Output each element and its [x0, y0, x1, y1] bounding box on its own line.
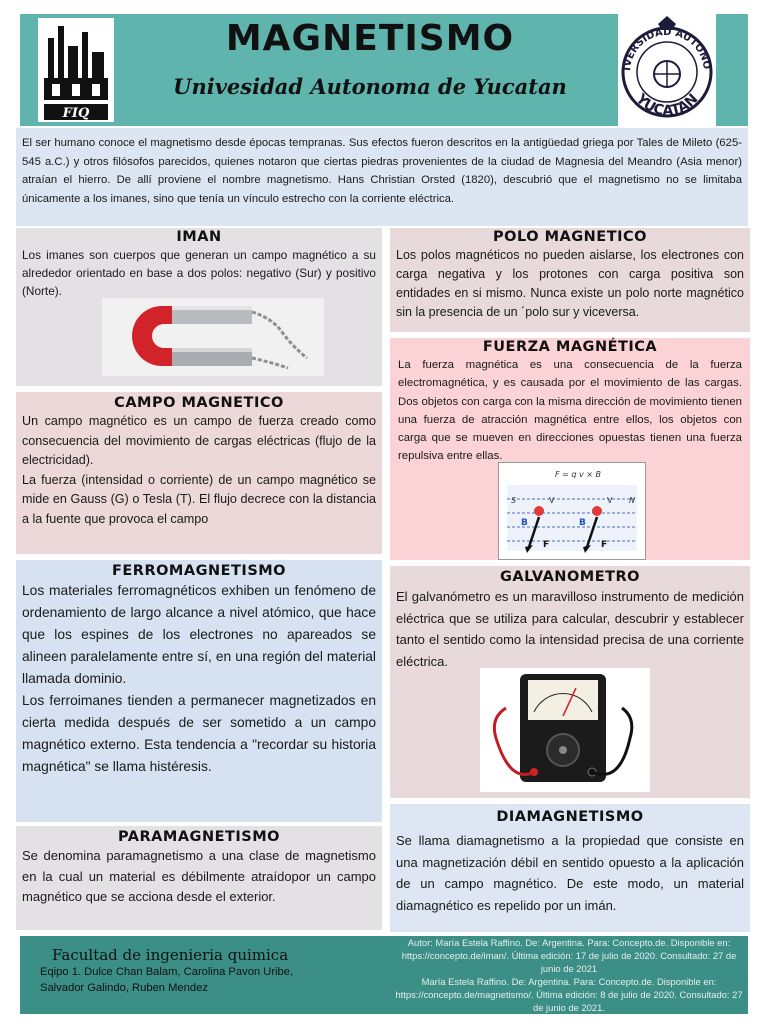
- fiq-logo-text: FIQ: [62, 106, 90, 121]
- faculty-name: Facultad de ingenieria quimica: [52, 946, 289, 964]
- section-ferro: [16, 560, 382, 822]
- velocity-label-left: V: [549, 496, 555, 505]
- section-dia: [390, 804, 750, 932]
- velocity-label-right: V: [607, 496, 613, 505]
- section-para: [16, 826, 382, 930]
- uady-logo-top-text: IVERSIDAD AUTONO: [621, 26, 713, 72]
- section-campo: [16, 392, 382, 554]
- section-ferro-text-1: Los materiales ferromagnéticos exhiben un fenómeno de ordenamiento de largo alcance a nivel atómico, que hace que los espines de los electrones no apareados se alineen paralelamente entre sí, en una región del material llamada dominio.: [22, 583, 376, 686]
- section-fuerza-title: FUERZA MAGNÉTICA: [482, 339, 658, 355]
- section-para-title: PARAMAGNETISMO: [118, 829, 280, 845]
- section-galva-text: El galvanómetro es un maravilloso instrumento de medición eléctrica que se utiliza para calcular, descubrir y establecer tanto el sentido como la intensidad precisa de una corriente eléctrica.: [396, 589, 744, 669]
- section-campo-title: CAMPO MAGNETICO: [114, 395, 284, 411]
- section-ferro-text-2: Los ferroimanes tienden a permanecer magnetizados en cierta medida después de ser sometido a un campo magnético externo. Esta tendencia a "recordar su historia magnética" se llama histéresis.: [22, 693, 376, 774]
- section-campo-text-2: La fuerza (intensidad o corriente) de un campo magnético se mide en Gauss (G) o Tesla (T). El flujo decrece con la distancia a la fuente que provoca el campo: [22, 472, 376, 526]
- field-b-label-right: B: [579, 518, 586, 528]
- pole-s-label: S: [511, 496, 517, 505]
- fiq-logo: [38, 18, 114, 122]
- page-title: MAGNETISMO: [225, 18, 515, 59]
- section-polo-text: Los polos magnéticos no pueden aislarse, los electrones con carga negativa y los protones con carga positiva son entidades en si mismo. Nunca existe un polo norte magnético sin la presencia de un ´polo sur y viceversa.: [396, 248, 744, 319]
- field-b-label-left: B: [521, 518, 528, 528]
- section-fuerza-text: La fuerza magnética es una consecuencia de la fuerza electromagnética, y es causada por el movimiento de las cargas. Dos objetos con carga con la misma dirección de movimiento tienen una fuerza de atracción magnética entre ellos, los objetos con carga que se mueven en direcciones opuestas tienen una fuerza repulsiva entre ellas.: [398, 359, 742, 463]
- uady-logo: [618, 14, 716, 126]
- galvanometer-image: [480, 668, 650, 792]
- force-f-label-left: F: [543, 540, 550, 550]
- force-f-label-right: F: [601, 540, 608, 550]
- section-campo-text-1: Un campo magnético es un campo de fuerza creado como consecuencia del movimiento de cargas eléctricas (flujo de la electricidad).: [22, 414, 376, 468]
- section-para-text: Se denomina paramagnetismo a una clase de magnetismo en la cual un material es débilmente atraídopor un campo magnético que se acciona desde el exterior.: [22, 848, 376, 904]
- magnetic-force-diagram: [498, 462, 646, 560]
- section-dia-title: DIAMAGNETISMO: [496, 809, 644, 825]
- page-subtitle: Univesidad Autonoma de Yucatan: [173, 74, 567, 99]
- magnet-image: [102, 298, 324, 376]
- references: [392, 936, 746, 1014]
- team-members: Eqipo 1. Dulce Chan Balam, Carolina Pavon Uribe, Salvador Galindo, Ruben Mendez: [40, 966, 294, 994]
- uady-logo-bottom-text: YUCATAN: [632, 91, 702, 120]
- section-polo: [390, 228, 750, 332]
- section-polo-title: POLO MAGNETICO: [493, 229, 647, 245]
- reference-1: Autor: María Estela Raffino. De: Argentina. Para: Concepto.de. Disponible en: https://concepto.de/iman/. Última edición: 17 de julio de 2020. Consultado: 27 de junio de 2021: [401, 937, 737, 974]
- pole-n-label: N: [629, 496, 635, 505]
- section-dia-text: Se llama diamagnetismo a la propiedad que consiste en una magnetización débil en sentido opuesto a la aplicación de un campo magnético. De este modo, un material diamagnético es repelido por un imán.: [396, 833, 744, 913]
- section-iman-title: IMAN: [176, 229, 222, 245]
- force-formula: F = q v × B: [555, 470, 602, 479]
- section-iman-text: Los imanes son cuerpos que generan un campo magnético a su alrededor orientado en base a dos polos: negativo (Sur) y positivo (Norte).: [22, 248, 376, 299]
- reference-2: María Estela Raffino. De: Argentina. Para: Concepto.de. Disponible en: https://concepto.de/magnetismo/. Última edición: 8 de julio de 2020. Consultado: 27 de junio de 2021.: [395, 976, 743, 1013]
- section-ferro-title: FERROMAGNETISMO: [111, 563, 287, 579]
- intro-text: El ser humano conoce el magnetismo desde épocas tempranas. Sus efectos fueron descritos en la antigüedad griega por Tales de Mileto (625-545 a.C.) y otros filósofos parecidos, quienes notaron que ciertas piedras provenientes de la ciudad de Magnesia del Meandro (Asia menor) atraían el hierro. De allí proviene el nombre magnetismo. Hans Christian Orsted (1820), descubrió que el magnetismo no se limitaba únicamente a los imanes, sino que tenía un vínculo estrecho con la corriente eléctrica.: [16, 128, 748, 226]
- section-galva-title: GALVANOMETRO: [499, 569, 640, 585]
